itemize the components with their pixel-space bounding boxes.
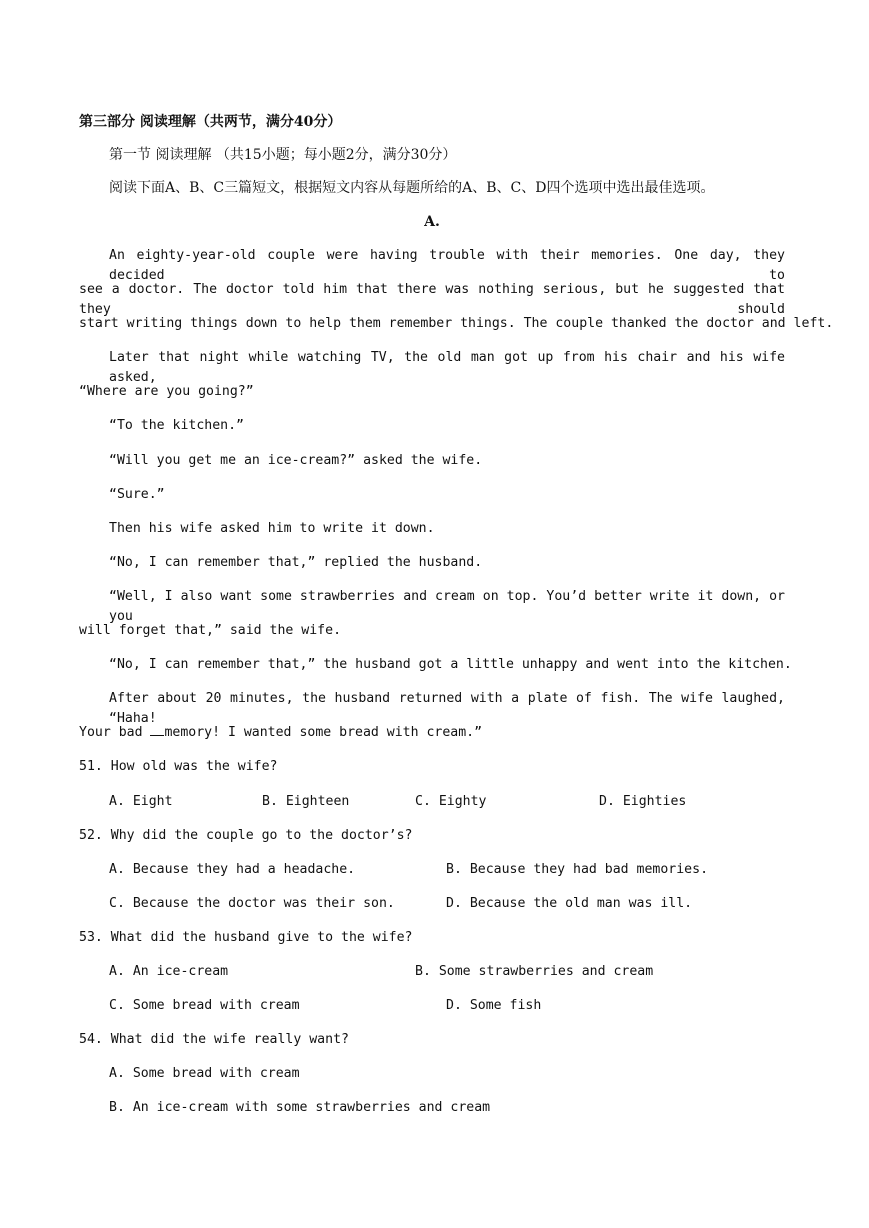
option[interactable]: C. Some bread with cream (109, 998, 300, 1014)
options-row (79, 860, 785, 894)
option[interactable]: A. Some bread with cream (109, 1066, 300, 1082)
option[interactable]: D. Eighties (599, 793, 687, 809)
passage-line: “No, I can remember that,” replied the husband. (109, 554, 483, 570)
option[interactable]: B. Because they had bad memories. (446, 861, 709, 877)
passage-line: “Well, I also want some strawberries and cream on top. You’d better write it down, or you (109, 588, 785, 624)
option[interactable]: A. Because they had a headache. (109, 861, 356, 877)
options-row (79, 792, 785, 826)
options-row (79, 962, 785, 996)
passage-line: “No, I can remember that,” the husband got a little unhappy and went into the kitchen. (109, 657, 792, 673)
passage-line: After about 20 minutes, the husband returned with a plate of fish. The wife laughed, “Haha! (109, 691, 785, 727)
option[interactable]: B. An ice-cream with some strawberries and cream (109, 1100, 491, 1116)
passage-line: see a doctor. The doctor told him that there was nothing serious, but he suggested that they should (79, 282, 785, 318)
exam-page (79, 112, 834, 1132)
option[interactable]: D. Because the old man was ill. (446, 895, 693, 911)
section-title: 第三部分 阅读理解（共两节，满分40分） (79, 114, 342, 130)
passage-line: “Where are you going?” (79, 384, 254, 400)
option[interactable]: A. Eight (109, 793, 173, 809)
passage-fragment: memory! I wanted some bread with cream.” (164, 725, 483, 741)
passage-line: start writing things down to help them remember things. The couple thanked the doctor and left. (79, 316, 834, 332)
passage-fragment: Your bad (79, 725, 151, 741)
option[interactable]: B. Eighteen (262, 793, 350, 809)
option[interactable]: A. An ice-cream (109, 963, 229, 979)
passage-line: “Will you get me an ice-cream?” asked the wife. (109, 452, 483, 468)
passage-label: A. (424, 214, 440, 230)
passage (79, 246, 834, 757)
options-row (79, 894, 785, 928)
question-stem: 52. Why did the couple go to the doctor’s? (79, 827, 413, 843)
passage-line: “To the kitchen.” (109, 418, 244, 434)
blank-underline (150, 723, 164, 736)
question-stem: 51. How old was the wife? (79, 759, 278, 775)
question-stem: 53. What did the husband give to the wife? (79, 929, 413, 945)
passage-line: Later that night while watching TV, the old man got up from his chair and his wife asked, (109, 350, 785, 386)
subsection-title: 第一节 阅读理解 （共15小题；每小题2分，满分30分） (109, 147, 457, 163)
instruction-text: 阅读下面A、B、C三篇短文，根据短文内容从每题所给的A、B、C、D四个选项中选出最佳选项。 (109, 180, 715, 196)
passage-line (79, 723, 785, 757)
option[interactable]: C. Because the doctor was their son. (109, 895, 395, 911)
question-stem: 54. What did the wife really want? (79, 1032, 349, 1048)
option[interactable]: C. Eighty (415, 793, 487, 809)
passage-line: An eighty-year-old couple were having trouble with their memories. One day, they decided to (109, 248, 785, 283)
option[interactable]: D. Some fish (446, 998, 542, 1014)
passage-line: will forget that,” said the wife. (79, 623, 342, 639)
passage-line: Then his wife asked him to write it down. (109, 520, 435, 536)
passage-line: “Sure.” (109, 486, 165, 502)
option[interactable]: B. Some strawberries and cream (415, 963, 654, 979)
options-row (79, 996, 785, 1030)
